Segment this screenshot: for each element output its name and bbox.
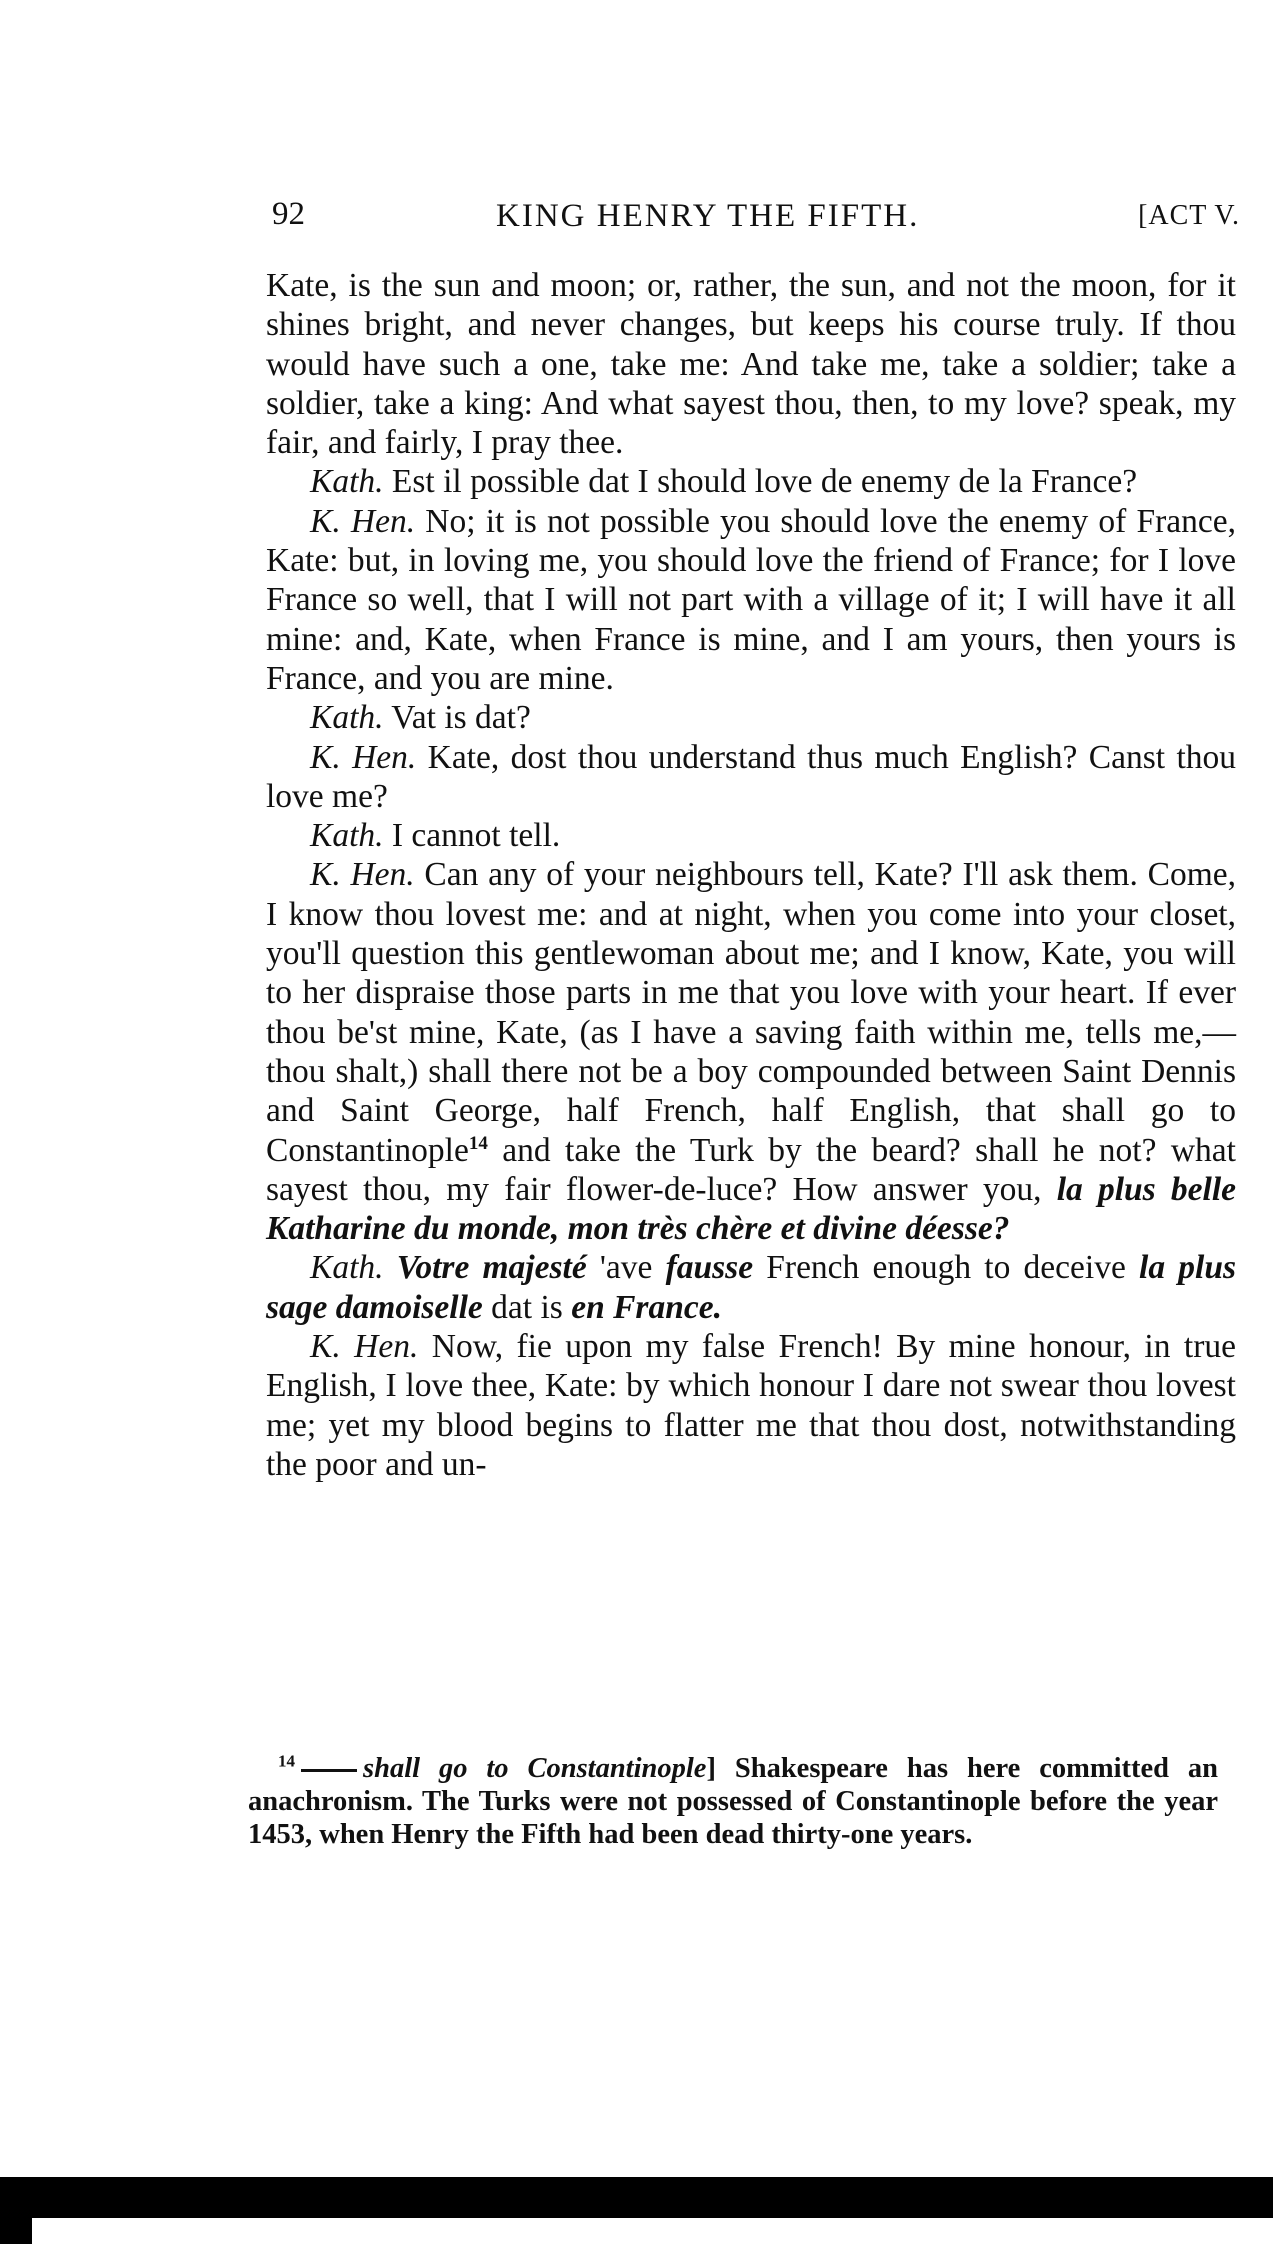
act-label: [ACT V. <box>1138 200 1240 231</box>
speaker-name: K. Hen. <box>310 502 416 540</box>
speaker-name: Kath. <box>310 817 384 855</box>
speaker-name: K. Hen. <box>310 1328 419 1366</box>
french-phrase: la plus sage damoiselle <box>266 1249 1236 1326</box>
footnote-number: 14 <box>278 1751 295 1771</box>
speech-text: dat is <box>482 1288 572 1326</box>
speaker-name: K. Hen. <box>310 856 415 894</box>
speech-text: Can any of your neighbours tell, Kate? I'll ask them. Come, I know thou lovest me: and at night, when you come into your closet, you'll question this gentlewoman about me; and I know, Kate, you will to her dispraise those parts in me that you love with your heart. If ever thou be'st mine, Kate, (as I have a saving faith within me, tells me,—thou shalt,) shall there not be a boy compounded between Saint Dennis and Saint George, half French, half English, that shall go to Constantinople <box>266 856 1236 1169</box>
footnote-paragraph <box>248 1752 1218 1851</box>
speech-text: I cannot tell. <box>383 817 561 855</box>
speech <box>266 855 1236 1248</box>
speech <box>266 698 1236 737</box>
running-title: KING HENRY THE FIFTH. <box>496 198 920 234</box>
speech-text: Kate, dost thou understand thus much English? Canst thou love me? <box>266 738 1236 815</box>
footnote-reference: 14 <box>468 1132 488 1154</box>
paragraph-text: Kate, is the sun and moon; or, rather, the sun, and not the moon, for it shines bright, and never changes, but keeps his course truly. If thou would have such a one, take me: And take me, take a soldier; take a soldier, take a king: And what sayest thou, then, to my love? speak, my fair, and fairly, I pray thee. <box>266 267 1236 462</box>
french-phrase: Votre majesté <box>383 1249 587 1287</box>
speaker-name: Kath. <box>310 699 384 737</box>
speech-text: No; it is not possible you should love the enemy of France, Kate: but, in loving me, you should love the friend of France; for I love France so well, that I will not part with a village of it; I will have it all mine: and, Kate, when France is mine, and I am yours, then yours is France, and you are mine. <box>266 502 1236 697</box>
footnote-dash <box>301 1769 357 1772</box>
speech-text: 'ave <box>586 1249 666 1287</box>
french-phrase: en France. <box>571 1288 722 1326</box>
running-header <box>272 196 1240 242</box>
french-phrase: fausse <box>665 1249 754 1287</box>
footnote <box>248 1752 1218 1851</box>
speech-text: French enough to deceive <box>753 1249 1140 1287</box>
page-number: 92 <box>272 196 305 232</box>
footnote-lemma: shall go to Constantinople <box>363 1753 707 1784</box>
paragraph <box>266 266 1236 462</box>
footnote-text: ] Shakespeare has here committed an anachronism. The Turks were not possessed of Constantinople before the year 1453, when Henry the Fifth had been dead thirty-one years. <box>248 1753 1218 1850</box>
speaker-name: Kath. <box>310 463 384 501</box>
speech-text: and take the Turk by the beard? shall he not? what sayest thou, my fair flower-de-luce? How answer you, <box>266 1131 1236 1208</box>
speech-text: Vat is dat? <box>383 699 531 737</box>
speaker-name: K. Hen. <box>310 738 417 776</box>
play-text <box>266 266 1236 1484</box>
speech-text: Est il possible dat I should love de enemy de la France? <box>383 463 1138 501</box>
speech <box>266 738 1236 817</box>
speech <box>266 462 1236 501</box>
speech-text: Now, fie upon my false French! By mine honour, in true English, I love thee, Kate: by which honour I dare not swear thou lovest me; yet my blood begins to flatter me that thou dost, notwithstanding the poor and un- <box>266 1328 1236 1483</box>
french-phrase: la plus belle Katharine du monde, mon très chère et divine déesse? <box>266 1170 1236 1248</box>
speech <box>266 1248 1236 1327</box>
speech <box>266 502 1236 698</box>
speaker-name: Kath. <box>310 1249 384 1287</box>
speech <box>266 1327 1236 1484</box>
scan-edge <box>32 2218 1273 2244</box>
speech <box>266 816 1236 855</box>
